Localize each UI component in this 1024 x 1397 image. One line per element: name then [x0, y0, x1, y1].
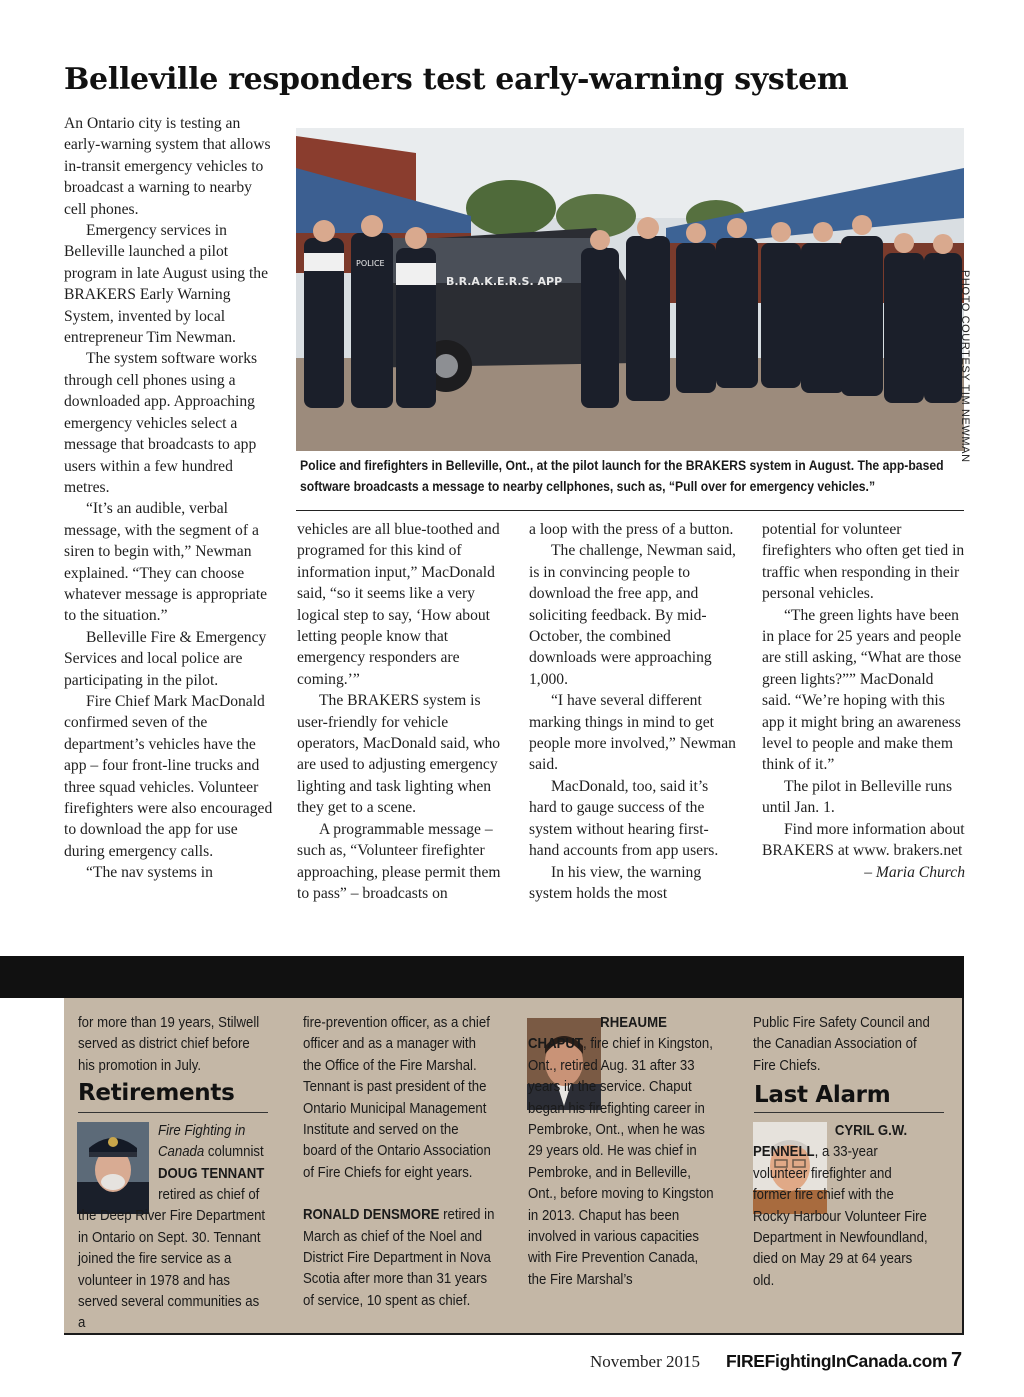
article-column-1 [64, 113, 274, 884]
person-name: RONALD DENSMORE [303, 1206, 440, 1224]
paragraph: An Ontario city is testing an early-warning system that allows in-transit emergency vehicles to broadcast a warning to nearby cell phones. [64, 115, 271, 218]
paragraph: potential for volunteer firefighters who often get tied in traffic when responding in their personal vehicles. [762, 521, 965, 603]
paragraph: a loop with the press of a button. [529, 521, 734, 538]
people-panel [64, 998, 964, 1335]
person-name: DOUG TENNANT [158, 1164, 265, 1182]
chaput-text [528, 1012, 720, 1290]
person-name: CYRIL G.W. PENNELL [753, 1122, 908, 1161]
photo-caption: Police and firefighters in Belleville, Ont., at the pilot launch for the BRAKERS system in August. The app-based software broadcasts a message to nearby cellphones, such as, “Pull over for emergency vehicles.” [300, 458, 944, 495]
paragraph: CYRIL G.W. PENNELL, a 33-year volunteer firefighter and former fire chief with the Rocky Harbour Volunteer Fire Department in Newfoundland, died on May 29 at 64 years old. [753, 1122, 928, 1289]
heading-rule [78, 1112, 268, 1113]
pennell-text [753, 1120, 933, 1291]
paragraph: Fire Chief Mark MacDonald confirmed seven of the department’s vehicles have the app – four front-line trucks and three squad vehicles. Volunteer firefighters were also encouraged to download the app for use during emergency calls. [64, 692, 273, 860]
heading-rule [754, 1112, 944, 1113]
paragraph: Find more information about BRAKERS at www. brakers.net [762, 820, 965, 860]
paragraph: The system software works through cell phones using a downloaded app. Approaching emergency vehicles select a message that broadcasts to app users within a few hundred metres. [64, 350, 258, 496]
headline: Belleville responders test early-warning system [64, 62, 849, 97]
byline: – Maria Church [864, 863, 965, 881]
article-column-2 [297, 519, 507, 904]
tennant-body [78, 1184, 270, 1334]
panel-column-4 [753, 1012, 933, 1076]
publication-name: Fire Fighting in Canada [158, 1122, 246, 1161]
paragraph: The pilot in Belleville runs until Jan. 1. [762, 777, 953, 817]
paragraph: The challenge, Newman said, is in convincing people to download the free app, and soliciting feedback. By mid-October, the combined downloads were approaching 1,000. [529, 542, 736, 688]
footer-date: November 2015 [590, 1352, 701, 1371]
person-name: RHEAUME CHAPUT [528, 1014, 667, 1053]
panel-column-2 [303, 1012, 495, 1311]
paragraph: In his view, the warning system holds the most [529, 863, 702, 902]
paragraph: vehicles are all blue-toothed and programed for this kind of information input,” MacDonald said, “so it seems like a very logical step to say, ‘How about letting people know that emergency responders are coming.’” [297, 521, 500, 688]
paragraph: RONALD DENSMORE retired in March as chief of the Noel and District Fire Department in Nova Scotia after more than 31 years of service, 10 spent as chief. [303, 1206, 495, 1309]
caption-divider [296, 510, 964, 511]
paragraph: The BRAKERS system is user-friendly for vehicle operators, MacDonald said, who are used to adjusting emergency lighting and task lighting when they get to a scene. [297, 692, 501, 817]
tennant-intro [158, 1120, 272, 1184]
paragraph: Public Fire Safety Council and the Canadian Association of Fire Chiefs. [753, 1014, 930, 1074]
footer-site: FIREFightingInCanada.com [726, 1351, 948, 1371]
paragraph: “It’s an audible, verbal message, with the segment of a siren to begin with,” Newman explained. “They can choose whatever message is appropriate to the situation.” [64, 500, 268, 625]
van-label: B.R.A.K.E.R.S. APP [446, 275, 563, 288]
retirements-heading: Retirements [78, 1080, 235, 1106]
article-photo [296, 128, 964, 451]
paragraph: Emergency services in Belleville launched a pilot program in late August using the BRAKERS Early Warning System, invented by local entrepreneur Tim Newman. [64, 222, 268, 347]
last-alarm-heading: Last Alarm [754, 1082, 891, 1108]
paragraph: RHEAUME CHAPUT, fire chief in Kingston, Ont., retired Aug. 31 after 33 years in the service. Chaput began his firefighting career in Pembroke, Ont., when he was 29 years old. He was chief in Pembroke, and in Belleville, Ont., before moving to Kingston in 2013. Chaput has been involved in various capacities with Fire Prevention Canada, the Fire Marshal’s [528, 1014, 714, 1288]
paragraph: “The nav systems in [86, 864, 213, 882]
paragraph: “I have several different marking things in mind to get people more involved,” Newman said. [529, 692, 736, 774]
photo-credit: PHOTO COURTESY TIM NEWMAN [959, 270, 971, 463]
paragraph: MacDonald, too, said it’s hard to gauge success of the system without hearing first-hand accounts from app users. [529, 777, 719, 860]
paragraph: retired as chief of the Deep River Fire Department in Ontario on Sept. 30. Tennant joined the fire service as a volunteer in 1978 and has served several communities as a [78, 1186, 266, 1332]
panel-column-1 [78, 1012, 270, 1076]
paragraph: A programmable message – such as, “Volunteer firefighter approaching, please permit them to pass” – broadcasts on [297, 820, 501, 902]
paragraph: “The green lights have been in place for 25 years and people are still asking, “What are those green lights?”” MacDonald said. “We’re hoping with this app it might bring an awareness level to people and make them think of it.” [762, 606, 962, 774]
paragraph: fire-prevention officer, as a chief officer and as a manager with the Office of the Fire Marshal. Tennant is past president of the Ontario Municipal Management Institute and served on the board of the Ontario Association of Fire Chiefs for eight years. [303, 1014, 491, 1181]
paragraph: for more than 19 years, Stilwell served as district chief before his promotion in July. [78, 1014, 260, 1074]
police-label: POLICE [356, 259, 385, 268]
section-bar [0, 956, 964, 998]
page-number: 7 [951, 1349, 963, 1371]
article-column-3 [529, 519, 739, 904]
paragraph: Fire Fighting in Canada columnist DOUG TENNANT [158, 1122, 265, 1182]
article-column-4 [762, 519, 965, 883]
paragraph: Belleville Fire & Emergency Services and local police are participating in the pilot. [64, 628, 267, 689]
